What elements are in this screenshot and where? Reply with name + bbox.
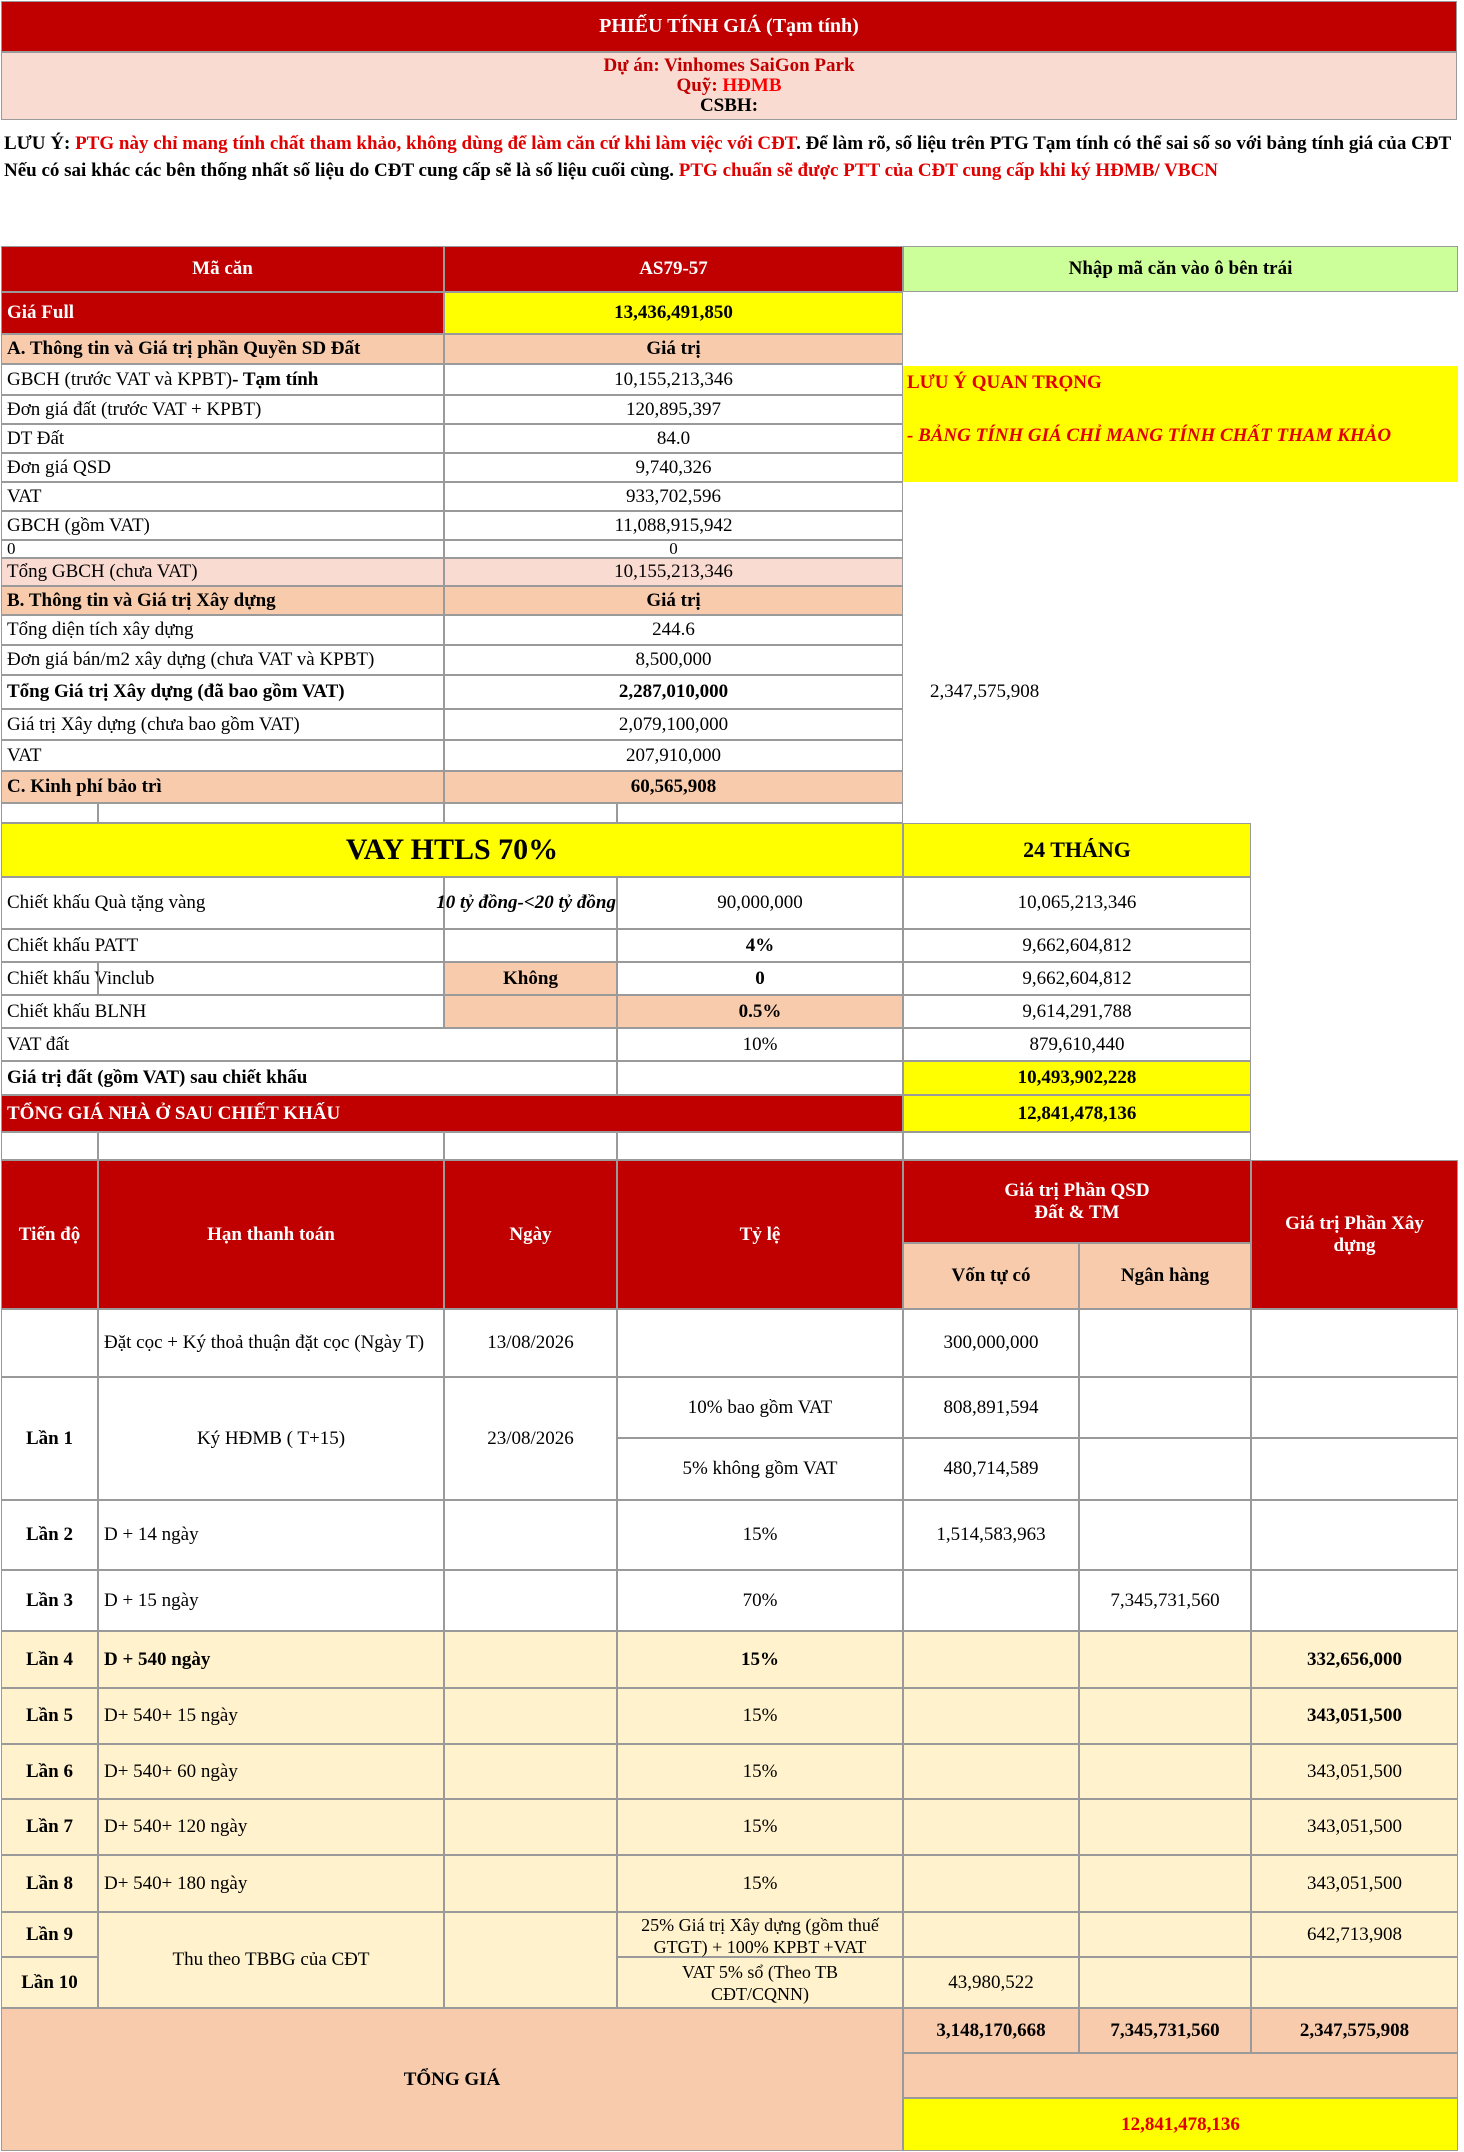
schedule-cell [444, 1688, 617, 1744]
loan-discount-note[interactable]: Không [444, 962, 617, 995]
total-construction: 2,347,575,908 [1251, 2008, 1458, 2053]
schedule-cell [903, 1799, 1079, 1855]
section-b-value: 8,500,000 [444, 645, 903, 675]
section-b-value: 2,079,100,000 [444, 709, 903, 740]
section-b-value: 244.6 [444, 615, 903, 645]
schedule-cell [1251, 1500, 1458, 1570]
col-own-header: Vốn tự có [903, 1243, 1079, 1309]
section-a-row: Tổng GBCH (chưa VAT) [1, 558, 444, 586]
lan8-construction: 343,051,500 [1251, 1855, 1458, 1912]
schedule-cell [1251, 1570, 1458, 1631]
schedule-cell [1251, 1438, 1458, 1500]
section-a-row: GBCH (trước VAT và KPBT) - Tạm tính [1, 364, 444, 395]
section-b-row: Tổng Giá trị Xây dựng (đã bao gồm VAT) [1, 675, 444, 709]
lan7-ratio: 15% [617, 1799, 903, 1855]
schedule-cell [444, 1500, 617, 1570]
deposit-date: 13/08/2026 [444, 1309, 617, 1377]
lan2-ratio: 15% [617, 1500, 903, 1570]
total-spacer [903, 2053, 1458, 2098]
lan5-ratio: 15% [617, 1688, 903, 1744]
lan6-progress: Lần 6 [1, 1744, 98, 1799]
lan9-10-deadline: Thu theo TBBG của CĐT [98, 1912, 444, 2008]
section-a-value-header: Giá trị [444, 334, 903, 364]
lan9-construction: 642,713,908 [1251, 1912, 1458, 1957]
section-a-value: 11,088,915,942 [444, 511, 903, 540]
loan-discount-label: VAT đất [1, 1028, 617, 1061]
lan5-deadline: D+ 540+ 15 ngày [98, 1688, 444, 1744]
loan-discount-value: 9,662,604,812 [903, 962, 1251, 995]
schedule-cell [903, 1570, 1079, 1631]
project-line: Dự án: Vinhomes SaiGon Park [603, 55, 855, 76]
fund-line: Quỹ: HĐMB [676, 75, 782, 96]
loan-discount-label: Chiết khấu PATT [1, 929, 444, 962]
section-a-row: Đơn giá đất (trước VAT + KPBT) [1, 395, 444, 424]
loan-discount-label-cell [98, 962, 444, 995]
lan5-progress: Lần 5 [1, 1688, 98, 1744]
lan1-deadline: Ký HĐMB ( T+15) [98, 1377, 444, 1500]
section-a-value: 84.0 [444, 424, 903, 453]
spacer-cell [98, 803, 444, 823]
spacer-cell [903, 1132, 1251, 1160]
lan4-deadline: D + 540 ngày [98, 1631, 444, 1688]
total-after-discount-value: 12,841,478,136 [903, 1095, 1251, 1132]
lan3-progress: Lần 3 [1, 1570, 98, 1631]
col-progress-header: Tiến độ [1, 1160, 98, 1309]
section-a-row: GBCH (gồm VAT) [1, 511, 444, 540]
schedule-cell [1079, 1631, 1251, 1688]
lan8-progress: Lần 8 [1, 1855, 98, 1912]
schedule-cell [903, 1744, 1079, 1799]
lan1-ratio-b: 5% không gồm VAT [617, 1438, 903, 1500]
section-a-value: 10,155,213,346 [444, 364, 903, 395]
section-c-title: C. Kinh phí bảo trì [1, 771, 444, 803]
schedule-cell [1079, 1855, 1251, 1912]
lan9-progress: Lần 9 [1, 1912, 98, 1957]
lan10-own: 43,980,522 [903, 1957, 1079, 2008]
section-a-value: 9,740,326 [444, 453, 903, 482]
loan-discount-label: Chiết khấu Vinclub [1, 962, 98, 995]
full-price-value: 13,436,491,850 [444, 292, 903, 334]
schedule-cell [903, 1912, 1079, 1957]
section-a-row: DT Đất [1, 424, 444, 453]
lan1-ratio-a: 10% bao gồm VAT [617, 1377, 903, 1438]
loan-discount-rate: 0 [617, 962, 903, 995]
col-land-group-header: Giá trị Phần QSD Đất & TM [903, 1160, 1251, 1243]
section-b-row: Giá trị Xây dựng (chưa bao gồm VAT) [1, 709, 444, 740]
grand-total-label: TỔNG GIÁ [1, 2008, 903, 2151]
section-a-title: A. Thông tin và Giá trị phần Quyền SD Đất [1, 334, 444, 364]
project-info-block [1, 52, 1457, 120]
lan7-construction: 343,051,500 [1251, 1799, 1458, 1855]
grand-total-value: 12,841,478,136 [903, 2098, 1458, 2151]
schedule-cell [1079, 1799, 1251, 1855]
schedule-cell [1079, 1500, 1251, 1570]
spacer-cell [444, 1132, 617, 1160]
section-b-row: Tổng diện tích xây dựng [1, 615, 444, 645]
lan7-progress: Lần 7 [1, 1799, 98, 1855]
important-note-box [903, 366, 1458, 482]
section-b-value: 207,910,000 [444, 740, 903, 771]
loan-term: 24 THÁNG [903, 823, 1251, 877]
loan-title: VAY HTLS 70% [1, 823, 903, 877]
section-b-row: Đơn giá bán/m2 xây dựng (chưa VAT và KPBT) [1, 645, 444, 675]
loan-discount-rate: 10% [617, 1028, 903, 1061]
lan1-date: 23/08/2026 [444, 1377, 617, 1500]
schedule-cell [444, 1631, 617, 1688]
spacer-cell [98, 1132, 444, 1160]
loan-discount-value: 10,065,213,346 [903, 877, 1251, 929]
full-price-label: Giá Full [1, 292, 444, 334]
loan-discount-note [444, 929, 617, 962]
schedule-cell [444, 1570, 617, 1631]
loan-discount-value: 9,662,604,812 [903, 929, 1251, 962]
schedule-cell [1251, 1377, 1458, 1438]
unit-code-value[interactable]: AS79-57 [444, 246, 903, 292]
schedule-cell [444, 1855, 617, 1912]
section-b-row: VAT [1, 740, 444, 771]
lan4-ratio: 15% [617, 1631, 903, 1688]
schedule-cell [444, 1912, 617, 2008]
spacer-cell [1, 1132, 98, 1160]
col-ratio-header: Tỷ lệ [617, 1160, 903, 1309]
total-own: 3,148,170,668 [903, 2008, 1079, 2053]
lan1-own-b: 480,714,589 [903, 1438, 1079, 1500]
land-after-discount-value: 10,493,902,228 [903, 1061, 1251, 1095]
loan-discount-value: 9,614,291,788 [903, 995, 1251, 1028]
section-a-row: Đơn giá QSD [1, 453, 444, 482]
schedule-cell [1079, 1688, 1251, 1744]
disclaimer-note: LƯU Ý: PTG này chỉ mang tính chất tham khảo, không dùng để làm căn cứ khi làm việc với CĐT. Để làm rõ, số liệu trên PTG Tạm tính có thể sai số so với bảng tính giá của CĐT Nếu có sai khác các bên thống nhất số liệu do CĐT cung cấp sẽ là số liệu cuối cùng. PTG chuẩn sẽ được PTT của CĐT cung cấp khi ký HĐMB/ VBCN [4, 133, 1452, 181]
col-date-header: Ngày [444, 1160, 617, 1309]
section-a-value: 120,895,397 [444, 395, 903, 424]
schedule-cell [1, 1309, 98, 1377]
unit-code-input-hint: Nhập mã căn vào ô bên trái [903, 246, 1458, 292]
loan-discount-rate: 90,000,000 [617, 877, 903, 929]
section-b-value-header: Giá trị [444, 586, 903, 615]
lan5-construction: 343,051,500 [1251, 1688, 1458, 1744]
col-construction-header: Giá trị Phần Xây dựng [1251, 1160, 1458, 1309]
loan-discount-rate: 0.5% [617, 995, 903, 1028]
section-c-value: 60,565,908 [444, 771, 903, 803]
loan-discount-rate: 4% [617, 929, 903, 962]
spacer-cell [1, 803, 98, 823]
col-bank-header: Ngân hàng [1079, 1243, 1251, 1309]
spacer-cell [617, 803, 903, 823]
section-a-row: VAT [1, 482, 444, 511]
lan6-deadline: D+ 540+ 60 ngày [98, 1744, 444, 1799]
section-b-title: B. Thông tin và Giá trị Xây dựng [1, 586, 444, 615]
land-after-discount-label: Giá trị đất (gồm VAT) sau chiết khấu [1, 1061, 617, 1095]
lan2-own: 1,514,583,963 [903, 1500, 1079, 1570]
schedule-cell [903, 1688, 1079, 1744]
spacer-cell [617, 1132, 903, 1160]
section-a-row: 0 [1, 540, 444, 558]
schedule-cell [1079, 1377, 1251, 1438]
schedule-cell [1079, 1957, 1251, 2008]
section-b-value: 2,287,010,000 [444, 675, 903, 709]
schedule-cell [1079, 1744, 1251, 1799]
loan-discount-value: 879,610,440 [903, 1028, 1251, 1061]
schedule-cell [1079, 1912, 1251, 1957]
lan6-construction: 343,051,500 [1251, 1744, 1458, 1799]
loan-discount-note [444, 995, 617, 1028]
lan7-deadline: D+ 540+ 120 ngày [98, 1799, 444, 1855]
schedule-cell [1079, 1309, 1251, 1377]
lan9-ratio: 25% Giá trị Xây dựng (gồm thuế GTGT) + 100% KPBT +VAT [617, 1912, 903, 1957]
lan3-ratio: 70% [617, 1570, 903, 1631]
csbh-line: CSBH: [699, 95, 759, 116]
loan-discount-note: 10 tỷ đồng-<20 tỷ đồng [444, 877, 617, 929]
total-bank: 7,345,731,560 [1079, 2008, 1251, 2053]
schedule-cell [1079, 1438, 1251, 1500]
deposit-deadline: Đặt cọc + Ký thoả thuận đặt cọc (Ngày T) [98, 1309, 444, 1377]
lan10-progress: Lần 10 [1, 1957, 98, 2008]
schedule-cell [903, 1631, 1079, 1688]
lan2-progress: Lần 2 [1, 1500, 98, 1570]
lan1-progress: Lần 1 [1, 1377, 98, 1500]
spacer-cell [444, 803, 617, 823]
lan6-ratio: 15% [617, 1744, 903, 1799]
lan8-ratio: 15% [617, 1855, 903, 1912]
lan4-progress: Lần 4 [1, 1631, 98, 1688]
schedule-cell [617, 1309, 903, 1377]
important-note-title: LƯU Ý QUAN TRỌNG [907, 372, 1102, 393]
lan4-construction: 332,656,000 [1251, 1631, 1458, 1688]
schedule-cell [444, 1744, 617, 1799]
schedule-cell [1251, 1309, 1458, 1377]
lan8-deadline: D+ 540+ 180 ngày [98, 1855, 444, 1912]
page-title: PHIẾU TÍNH GIÁ (Tạm tính) [1, 1, 1457, 52]
schedule-cell [903, 1855, 1079, 1912]
construction-total-side-value: 2,347,575,908 [930, 681, 1040, 703]
loan-discount-label: Chiết khấu BLNH [1, 995, 444, 1028]
col-deadline-header: Hạn thanh toán [98, 1160, 444, 1309]
important-note-text: - BẢNG TÍNH GIÁ CHỈ MANG TÍNH CHẤT THAM KHẢO [907, 425, 1392, 446]
unit-code-label: Mã căn [1, 246, 444, 292]
lan3-bank: 7,345,731,560 [1079, 1570, 1251, 1631]
section-a-value: 10,155,213,346 [444, 558, 903, 586]
lan1-own-a: 808,891,594 [903, 1377, 1079, 1438]
section-a-value: 0 [444, 540, 903, 558]
schedule-cell [444, 1799, 617, 1855]
schedule-cell [1251, 1957, 1458, 2008]
section-a-value: 933,702,596 [444, 482, 903, 511]
total-after-discount-label: TỔNG GIÁ NHÀ Ở SAU CHIẾT KHẤU [1, 1095, 903, 1132]
loan-discount-label: Chiết khấu Quà tặng vàng [1, 877, 444, 929]
lan2-deadline: D + 14 ngày [98, 1500, 444, 1570]
lan10-ratio: VAT 5% sổ (Theo TB CĐT/CQNN) [617, 1957, 903, 2008]
lan3-deadline: D + 15 ngày [98, 1570, 444, 1631]
deposit-own: 300,000,000 [903, 1309, 1079, 1377]
land-after-discount-empty [617, 1061, 903, 1095]
